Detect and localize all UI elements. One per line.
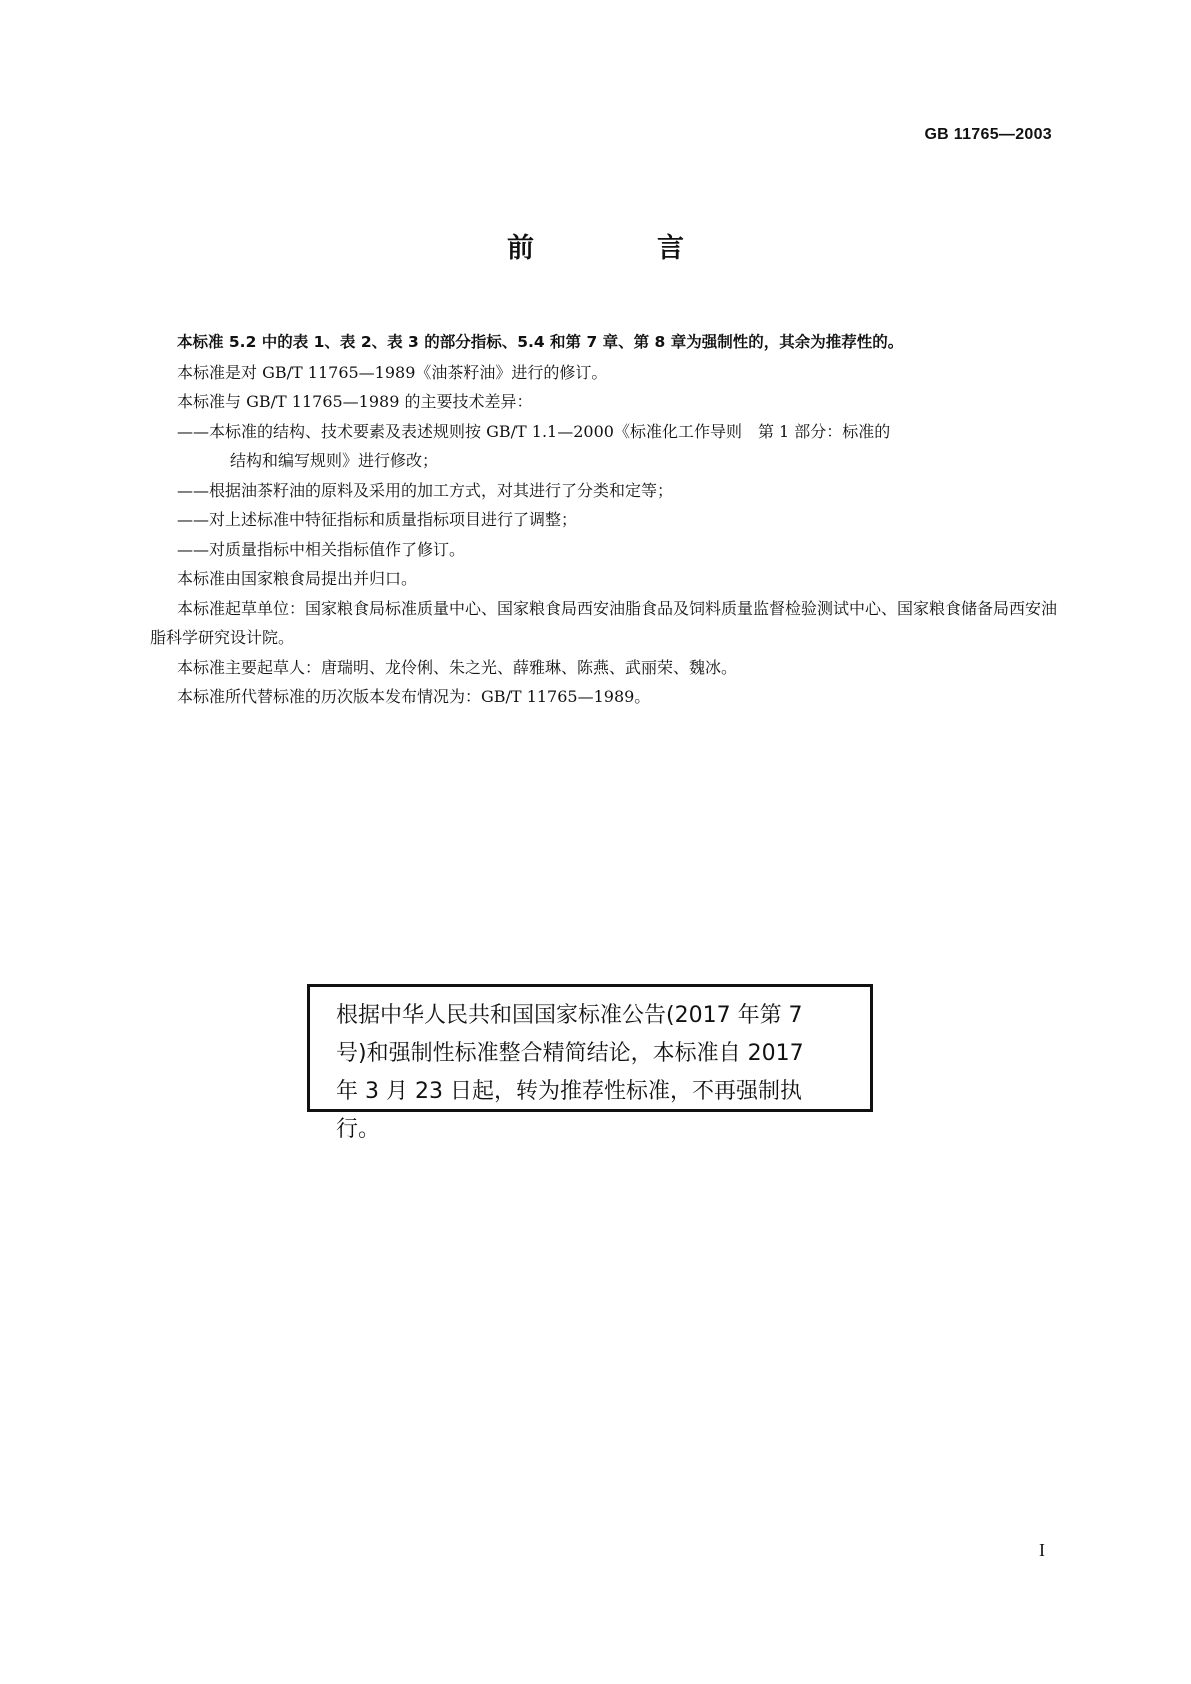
notice-box [307,984,873,1142]
standard-code: GB 11765—2003 [924,126,1052,143]
difference-item-4: ——对质量指标中相关指标值作了修订。 [177,539,466,559]
drafting-units: 本标准起草单位：国家粮食局标准质量中心、国家粮食局西安油脂食品及饲料质量监督检验测试中心、国家粮食储备局西安油脂科学研究设计院。 [150,598,1058,647]
foreword-body [150,328,1060,712]
difference-item-1-line1: ——本标准的结构、技术要素及表述规则按 GB/T 1.1—2000《标准化工作导则 第 1 部分：标准的 [177,421,891,441]
proposer-statement: 本标准由国家粮食局提出并归口。 [177,569,418,588]
drafters: 本标准主要起草人：唐瑞明、龙伶俐、朱之光、薛雅琳、陈燕、武丽荣、魏冰。 [177,657,738,677]
page-number: I [1039,1540,1045,1560]
revision-statement: 本标准是对 GB/T 11765—1989《油茶籽油》进行的修订。 [177,362,608,382]
previous-versions: 本标准所代替标准的历次版本发布情况为：GB/T 11765—1989。 [177,687,651,706]
notice-line-3: 年 3 月 23 日起，转为推荐性标准，不再强制执行。 [336,1079,802,1142]
difference-item-1-line2: 结构和编写规则》进行修改； [230,451,439,470]
mandatory-statement: 本标准 5.2 中的表 1、表 2、表 3 的部分指标、5.4 和第 7 章、第 8 章为强制性的，其余为推荐性的。 [177,333,904,351]
difference-item-2: ——根据油茶籽油的原料及采用的加工方式，对其进行了分类和定等； [177,480,674,500]
difference-item-1 [150,417,1060,476]
difference-item-3: ——对上述标准中特征指标和质量指标项目进行了调整； [177,510,578,529]
notice-line-1: 根据中华人民共和国国家标准公告(2017 年第 7 [336,1003,803,1028]
page-title: 前 言 [507,233,732,264]
notice-line-2: 号)和强制性标准整合精简结论，本标准自 2017 [336,1041,804,1066]
differences-intro: 本标准与 GB/T 11765—1989 的主要技术差异： [177,392,533,411]
